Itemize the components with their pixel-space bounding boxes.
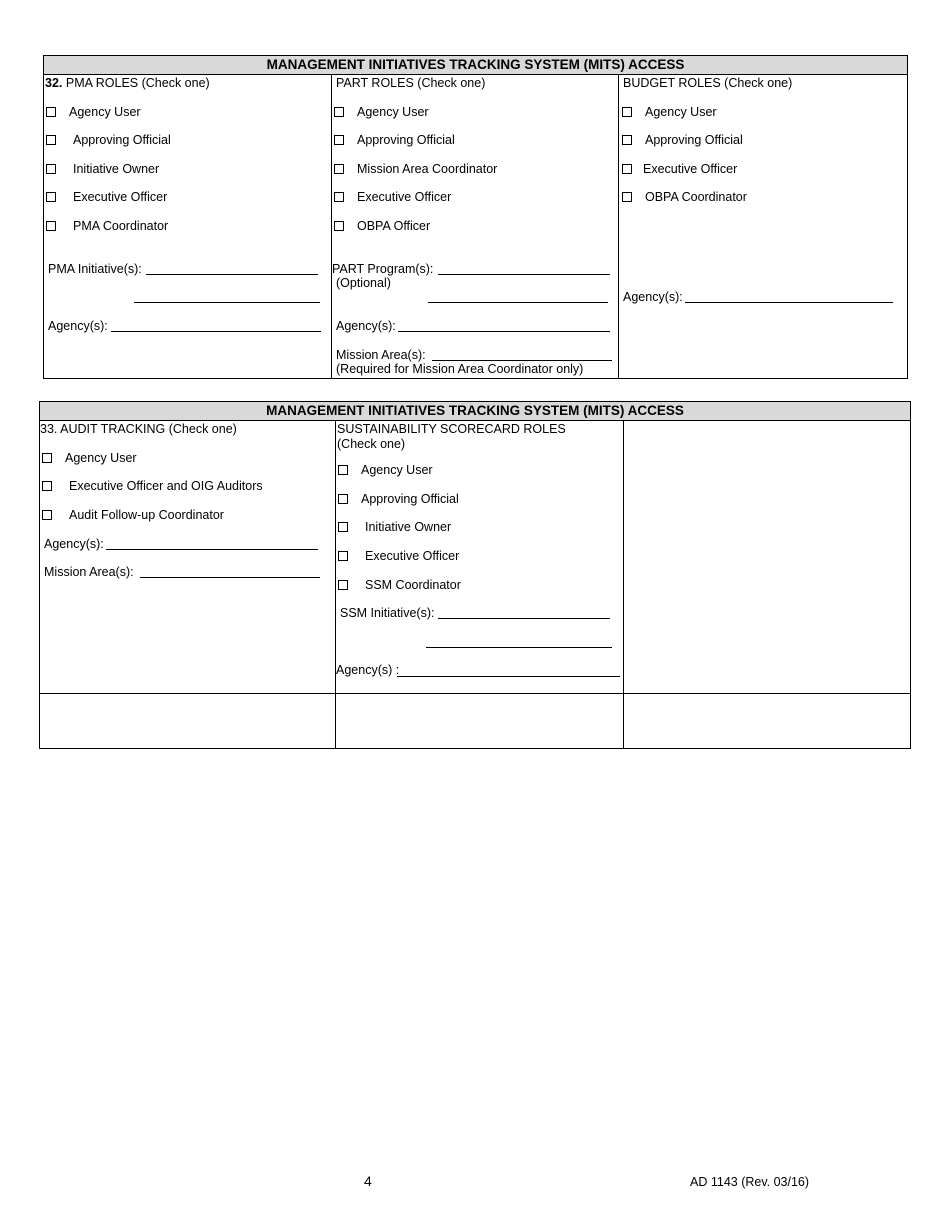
part-program-field[interactable]: [438, 274, 610, 275]
pma-approving-official-label: Approving Official: [73, 133, 171, 147]
part-obpa-officer-label: OBPA Officer: [357, 219, 431, 233]
section-32-header: MANAGEMENT INITIATIVES TRACKING SYSTEM (MITS) ACCESS: [43, 55, 908, 75]
ssm-agency-label: Agency(s) :: [336, 663, 400, 677]
ssm-executive-officer-checkbox[interactable]: [338, 551, 348, 561]
audit-mission-area-label: Mission Area(s):: [44, 565, 134, 579]
audit-agency-user-label: Agency User: [65, 451, 137, 465]
pma-executive-officer-label: Executive Officer: [73, 190, 168, 204]
page-number: 4: [364, 1173, 372, 1189]
ssm-coordinator-label: SSM Coordinator: [365, 578, 461, 592]
section-33-divider-2: [623, 420, 624, 749]
ssm-agency-user-checkbox[interactable]: [338, 465, 348, 475]
ssm-executive-officer-label: Executive Officer: [365, 549, 460, 563]
pma-agency-label: Agency(s):: [48, 319, 108, 333]
audit-followup-coordinator-label: Audit Follow-up Coordinator: [69, 508, 224, 522]
section-33-table: [39, 401, 911, 749]
pma-coordinator-checkbox[interactable]: [46, 221, 56, 231]
part-mission-area-field[interactable]: [432, 360, 612, 361]
pma-initiatives-field[interactable]: [146, 274, 318, 275]
ssm-initiatives-field[interactable]: [438, 618, 610, 619]
ssm-approving-official-checkbox[interactable]: [338, 494, 348, 504]
budget-executive-officer-label: Executive Officer: [643, 162, 738, 176]
pma-executive-officer-checkbox[interactable]: [46, 192, 56, 202]
pma-initiatives-label: PMA Initiative(s):: [48, 262, 142, 276]
part-approving-official-checkbox[interactable]: [334, 135, 344, 145]
part-program-field-2[interactable]: [428, 302, 608, 303]
part-executive-officer-label: Executive Officer: [357, 190, 452, 204]
ssm-initiatives-field-2[interactable]: [426, 647, 612, 648]
pma-initiatives-field-2[interactable]: [134, 302, 320, 303]
part-agency-user-checkbox[interactable]: [334, 107, 344, 117]
ssm-initiatives-label: SSM Initiative(s):: [340, 606, 435, 620]
budget-obpa-coordinator-label: OBPA Coordinator: [645, 190, 747, 204]
audit-executive-officer-checkbox[interactable]: [42, 481, 52, 491]
audit-tracking-title: 33. AUDIT TRACKING (Check one): [40, 422, 237, 436]
section-32-divider-2: [618, 74, 619, 379]
ssm-approving-official-label: Approving Official: [361, 492, 459, 506]
audit-agency-user-checkbox[interactable]: [42, 453, 52, 463]
budget-approving-official-checkbox[interactable]: [622, 135, 632, 145]
part-roles-title: PART ROLES (Check one): [336, 76, 486, 90]
part-approving-official-label: Approving Official: [357, 133, 455, 147]
budget-agency-user-checkbox[interactable]: [622, 107, 632, 117]
pma-roles-title: 32. PMA ROLES (Check one): [45, 76, 210, 90]
part-executive-officer-checkbox[interactable]: [334, 192, 344, 202]
audit-mission-area-field[interactable]: [140, 577, 320, 578]
sustainability-roles-title: SUSTAINABILITY SCORECARD ROLES: [337, 422, 566, 436]
pma-coordinator-label: PMA Coordinator: [73, 219, 169, 233]
section-33-divider-1: [335, 420, 336, 749]
pma-agency-user-checkbox[interactable]: [46, 107, 56, 117]
part-mission-area-note: (Required for Mission Area Coordinator only): [336, 362, 584, 376]
ssm-coordinator-checkbox[interactable]: [338, 580, 348, 590]
budget-obpa-coordinator-checkbox[interactable]: [622, 192, 632, 202]
pma-agency-field[interactable]: [111, 331, 321, 332]
pma-approving-official-checkbox[interactable]: [46, 135, 56, 145]
form-id: AD 1143 (Rev. 03/16): [690, 1175, 810, 1189]
part-optional-note: (Optional): [336, 276, 391, 290]
part-program-label: PART Program(s):: [332, 262, 434, 276]
sustainability-check-one: (Check one): [337, 437, 406, 451]
part-mission-area-coordinator-checkbox[interactable]: [334, 164, 344, 174]
audit-executive-officer-label: Executive Officer and OIG Auditors: [69, 479, 263, 493]
audit-agency-field[interactable]: [106, 549, 318, 550]
ssm-agency-field[interactable]: [397, 676, 620, 677]
budget-executive-officer-checkbox[interactable]: [622, 164, 632, 174]
section-33-header: MANAGEMENT INITIATIVES TRACKING SYSTEM (MITS) ACCESS: [39, 401, 911, 421]
budget-approving-official-label: Approving Official: [645, 133, 743, 147]
budget-agency-label: Agency(s):: [623, 290, 683, 304]
pma-initiative-owner-checkbox[interactable]: [46, 164, 56, 174]
ssm-agency-user-label: Agency User: [361, 463, 433, 477]
ssm-initiative-owner-label: Initiative Owner: [365, 520, 452, 534]
part-agency-user-label: Agency User: [357, 105, 429, 119]
pma-agency-user-label: Agency User: [69, 105, 141, 119]
budget-agency-user-label: Agency User: [645, 105, 717, 119]
ssm-initiative-owner-checkbox[interactable]: [338, 522, 348, 532]
part-mission-area-coordinator-label: Mission Area Coordinator: [357, 162, 498, 176]
audit-agency-label: Agency(s):: [44, 537, 104, 551]
part-agency-label: Agency(s):: [336, 319, 396, 333]
section-32-divider-1: [331, 74, 332, 379]
budget-roles-title: BUDGET ROLES (Check one): [623, 76, 793, 90]
budget-agency-field[interactable]: [685, 302, 893, 303]
section-33-row-divider: [39, 693, 911, 694]
part-obpa-officer-checkbox[interactable]: [334, 221, 344, 231]
pma-initiative-owner-label: Initiative Owner: [73, 162, 160, 176]
audit-followup-coordinator-checkbox[interactable]: [42, 510, 52, 520]
part-mission-area-label: Mission Area(s):: [336, 348, 426, 362]
part-agency-field[interactable]: [398, 331, 610, 332]
